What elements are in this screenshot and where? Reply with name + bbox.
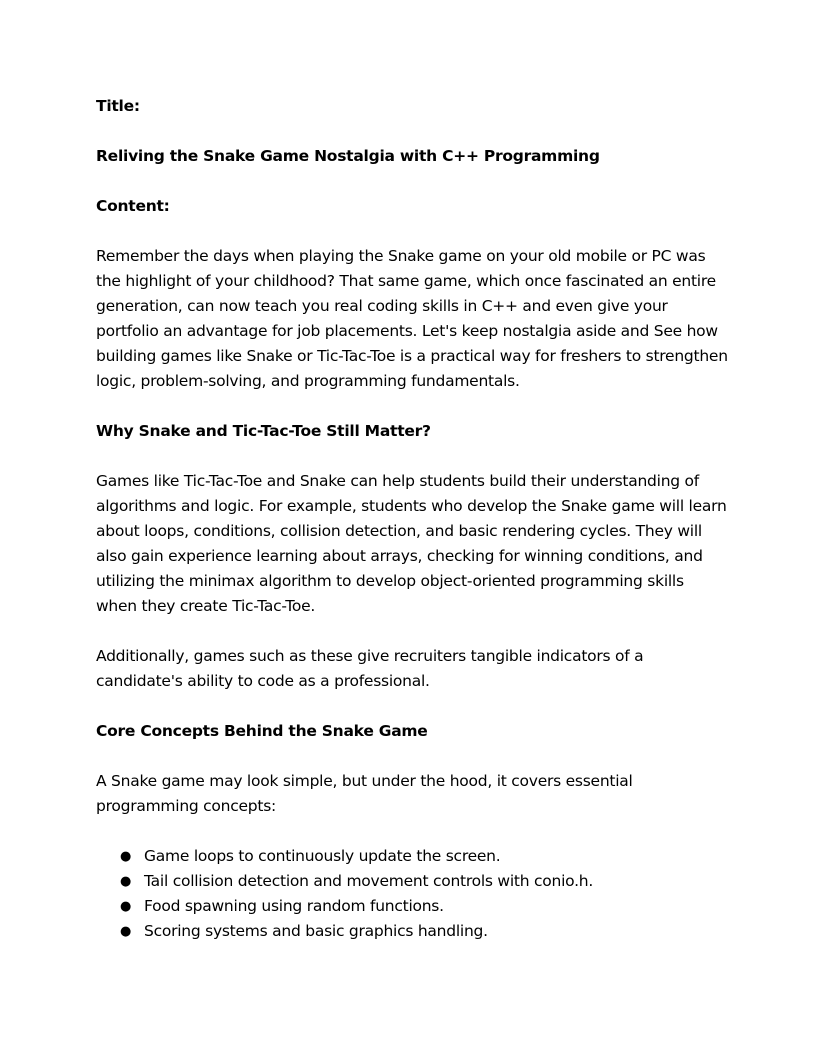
document-page (96, 94, 728, 944)
bullet-icon: ● (120, 849, 132, 864)
content-label: Content: (96, 197, 170, 215)
why-games-paragraph: Games like Tic-Tac-Toe and Snake can help students build their understanding of algorithms and logic. For example, students who develop the Snake game will learn about loops, conditions, collision detection, and basic rendering cycles. They will also gain experience learning about arrays, checking for winning conditions, and utilizing the minimax algorithm to develop object-oriented programming skills when they create Tic-Tac-Toe. (96, 472, 727, 615)
document-title: Reliving the Snake Game Nostalgia with C++ Programming (96, 147, 600, 165)
spacer (96, 219, 728, 244)
bullet-icon: ● (120, 899, 132, 914)
list-item-text: Food spawning using random functions. (144, 897, 444, 915)
intro-paragraph: Remember the days when playing the Snake game on your old mobile or PC was the highlight of your childhood? That same game, which once fascinated an entire generation, can now teach you real coding skills in C++ and even give your portfolio an advantage for job placements. Let's keep nostalgia aside and See how building games like Snake or Tic-Tac-Toe is a practical way for freshers to strengthen logic, problem-solving, and programming fundamentals. (96, 247, 728, 390)
core-concepts-list (96, 844, 728, 944)
list-item (96, 869, 728, 894)
spacer (96, 444, 728, 469)
section-heading-core-concepts: Core Concepts Behind the Snake Game (96, 722, 428, 740)
list-item-text: Scoring systems and basic graphics handling. (144, 922, 488, 940)
list-item (96, 894, 728, 919)
spacer (96, 744, 728, 769)
list-item (96, 919, 728, 944)
list-item-text: Game loops to continuously update the screen. (144, 847, 501, 865)
list-item-text: Tail collision detection and movement controls with conio.h. (144, 872, 594, 890)
spacer (96, 694, 728, 719)
spacer (96, 819, 728, 844)
core-concepts-paragraph: A Snake game may look simple, but under the hood, it covers essential programming concepts: (96, 772, 633, 815)
spacer (96, 394, 728, 419)
section-heading-why-games-matter: Why Snake and Tic-Tac-Toe Still Matter? (96, 422, 431, 440)
bullet-icon: ● (120, 874, 132, 889)
title-label: Title: (96, 97, 140, 115)
spacer (96, 619, 728, 644)
spacer (96, 169, 728, 194)
bullet-icon: ● (120, 924, 132, 939)
list-item (96, 844, 728, 869)
recruiters-paragraph: Additionally, games such as these give recruiters tangible indicators of a candidate's ability to code as a professional. (96, 647, 644, 690)
spacer (96, 119, 728, 144)
